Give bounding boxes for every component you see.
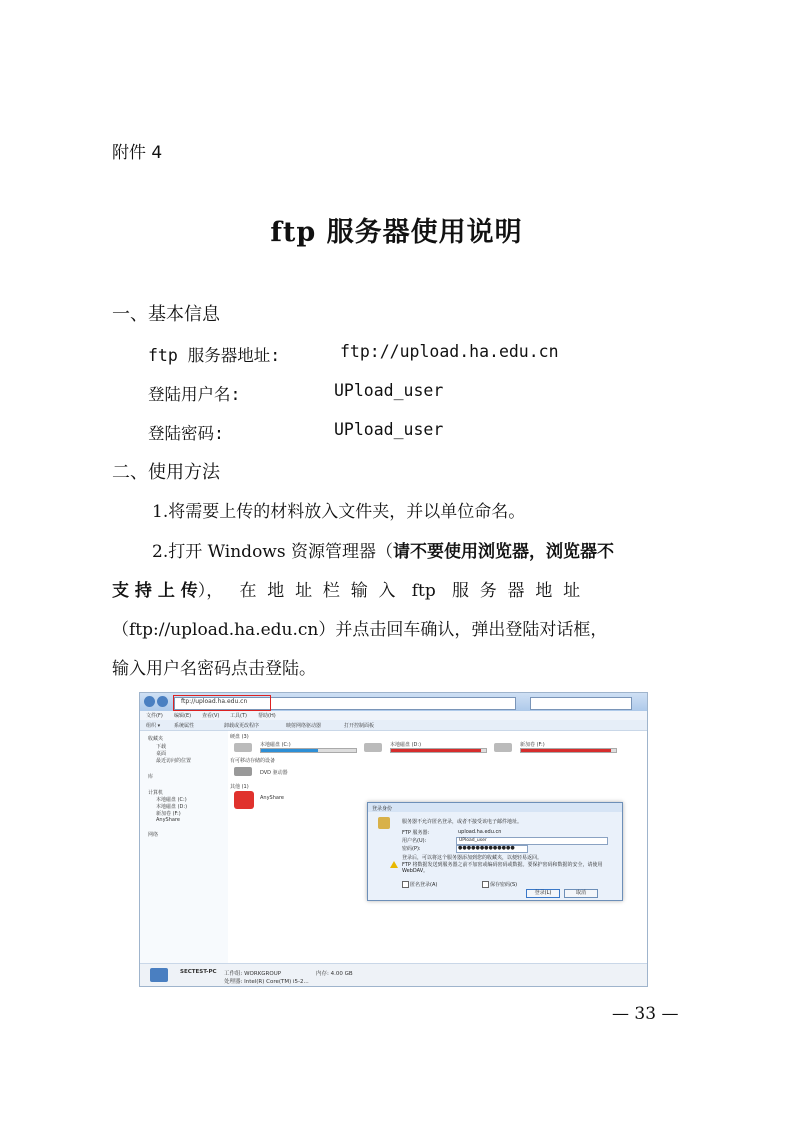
user-field[interactable]: [456, 837, 608, 845]
back-icon: [144, 696, 155, 707]
drive-d-bar: [390, 748, 487, 753]
drive-c-bar: [260, 748, 357, 753]
group-drives: 硬盘 (3): [230, 734, 249, 740]
login-dialog: [367, 802, 623, 901]
info-label: ftp 服务器地址:: [148, 346, 281, 365]
step-1: 1.将需要上传的材料放入文件夹，并以单位命名。: [152, 502, 526, 522]
step-2-line3: （ftp://upload.ha.edu.cn）并点击回车确认，弹出登陆对话框，: [112, 620, 608, 640]
info-label: 登陆密码:: [148, 424, 224, 443]
warning-icon: [390, 861, 398, 868]
organize-button[interactable]: 组织 ▾: [146, 723, 161, 729]
group-other: 其他 (1): [230, 784, 249, 790]
nav-pane: [140, 731, 228, 963]
step-2-line4: 输入用户名密码点击登陆。: [112, 659, 316, 679]
cancel-button[interactable]: 取消: [564, 889, 598, 898]
menu-bar: [140, 711, 647, 720]
sidebar-item-recent[interactable]: 最近访问的位置: [156, 758, 192, 764]
system-properties-button[interactable]: 系统属性: [174, 723, 195, 729]
anon-checkbox[interactable]: [402, 881, 409, 888]
sidebar-item-anyshare[interactable]: AnyShare: [156, 817, 180, 823]
menu-file[interactable]: 文件(F): [146, 713, 163, 719]
menu-edit[interactable]: 编辑(E): [174, 713, 192, 719]
drive-icon: [234, 743, 252, 752]
menu-view[interactable]: 查看(V): [202, 713, 220, 719]
step-2-text: 2.打开 Windows 资源管理器（: [152, 542, 393, 562]
password-label: 密码(P):: [402, 846, 421, 852]
info-value: UPload_user: [334, 420, 444, 439]
page-number: — 33 —: [612, 1004, 679, 1024]
sidebar-item-drive-d[interactable]: 本地磁盘 (D:): [156, 804, 188, 810]
memory: 内存: 4.00 GB: [316, 971, 353, 977]
info-label: 登陆用户名:: [148, 385, 241, 404]
step-2-line2: [112, 576, 580, 601]
sidebar-item-drive-f[interactable]: 新加卷 (F:): [156, 811, 181, 817]
annex-label: 附件 4: [112, 143, 163, 163]
password-value: ●●●●●●●●●●●●●: [458, 845, 515, 851]
server-value: upload.ha.edu.cn: [458, 829, 502, 835]
section1-heading: 一、基本信息: [112, 304, 220, 325]
workgroup: 工作组: WORKGROUP: [224, 971, 282, 977]
pc-name: SECTEST-PC: [180, 969, 217, 975]
sidebar-item-desktop[interactable]: 桌面: [156, 751, 167, 757]
dialog-title: 登录身份: [372, 806, 393, 812]
dialog-hint: 登录后，可以将这个服务器添加到您的收藏夹，以便轻易返回。: [402, 855, 543, 861]
login-button[interactable]: 登录(L): [526, 889, 560, 898]
anyshare-label[interactable]: AnyShare: [260, 795, 284, 801]
sidebar-item-computer[interactable]: 计算机: [148, 790, 164, 796]
page-title: ftp 服务器使用说明: [270, 217, 523, 248]
drive-icon: [494, 743, 512, 752]
dvd-label[interactable]: DVD 驱动器: [260, 770, 288, 776]
key-icon: [378, 817, 390, 829]
computer-icon: [150, 968, 168, 982]
dvd-icon: [234, 767, 252, 776]
info-value: ftp://upload.ha.edu.cn: [340, 342, 559, 361]
content-pane: [228, 731, 647, 963]
map-drive-button[interactable]: 映射网络驱动器: [286, 723, 322, 729]
sidebar-item-libraries[interactable]: 库: [148, 774, 154, 780]
sidebar-item-network[interactable]: 网络: [148, 832, 159, 838]
search-input[interactable]: [530, 697, 632, 710]
save-password-label: 保存密码(S): [490, 882, 518, 888]
dialog-warning: FTP 将数据发送到服务器之前不加密或编码密码或数据。要保护密码和数据的安全，请使用 WebDAV。: [402, 862, 603, 874]
step-2-warning-cont: 支 持 上 传: [112, 581, 198, 601]
address-toolbar: [140, 693, 647, 711]
drive-f-bar: [520, 748, 617, 753]
sidebar-item-drive-c[interactable]: 本地磁盘 (C:): [156, 797, 187, 803]
anon-label: 匿名登录(A): [410, 882, 438, 888]
info-row-user: [148, 381, 444, 405]
group-removable: 有可移动存储的设备: [230, 758, 276, 764]
step-2-warning: 请不要使用浏览器，浏览器不: [392, 542, 614, 562]
menu-tools[interactable]: 工具(T): [230, 713, 247, 719]
sidebar-item-favorites[interactable]: 收藏夹: [148, 736, 164, 742]
drive-icon: [364, 743, 382, 752]
drive-f-label[interactable]: 新加卷 (F:): [520, 742, 545, 748]
user-label: 用户名(U):: [402, 838, 427, 844]
drive-d-label[interactable]: 本地磁盘 (D:): [390, 742, 422, 748]
forward-icon: [157, 696, 168, 707]
control-panel-button[interactable]: 打开控制面板: [344, 723, 375, 729]
command-bar: [140, 720, 647, 731]
address-highlight: [173, 695, 271, 711]
user-value: UPload_user: [459, 838, 487, 843]
section2-heading: 二、使用方法: [112, 462, 220, 483]
step-2-line1: [152, 537, 614, 562]
save-password-checkbox[interactable]: [482, 881, 489, 888]
uninstall-button[interactable]: 卸载或更改程序: [224, 723, 260, 729]
server-label: FTP 服务器:: [402, 830, 430, 836]
explorer-screenshot: [139, 692, 648, 987]
address-text: ftp://upload.ha.edu.cn: [181, 698, 248, 705]
step-2-text-cont: ）， 在 地 址 栏 输 入 ftp 服 务 器 地 址: [197, 581, 581, 601]
menu-help[interactable]: 帮助(H): [258, 713, 276, 719]
cpu: 处理器: Intel(R) Core(TM) i5-2...: [224, 979, 309, 985]
drive-c-label[interactable]: 本地磁盘 (C:): [260, 742, 291, 748]
status-bar: [140, 963, 647, 987]
dialog-titlebar: [368, 803, 622, 812]
password-field[interactable]: [456, 845, 528, 853]
info-value: UPload_user: [334, 381, 444, 400]
info-row-server: [148, 342, 559, 366]
dialog-message: 服务器不允许匿名登录，或者不接受该电子邮件地址。: [402, 819, 523, 825]
info-row-password: [148, 420, 444, 444]
sidebar-item-downloads[interactable]: 下载: [156, 744, 167, 750]
anyshare-icon: [234, 791, 254, 809]
